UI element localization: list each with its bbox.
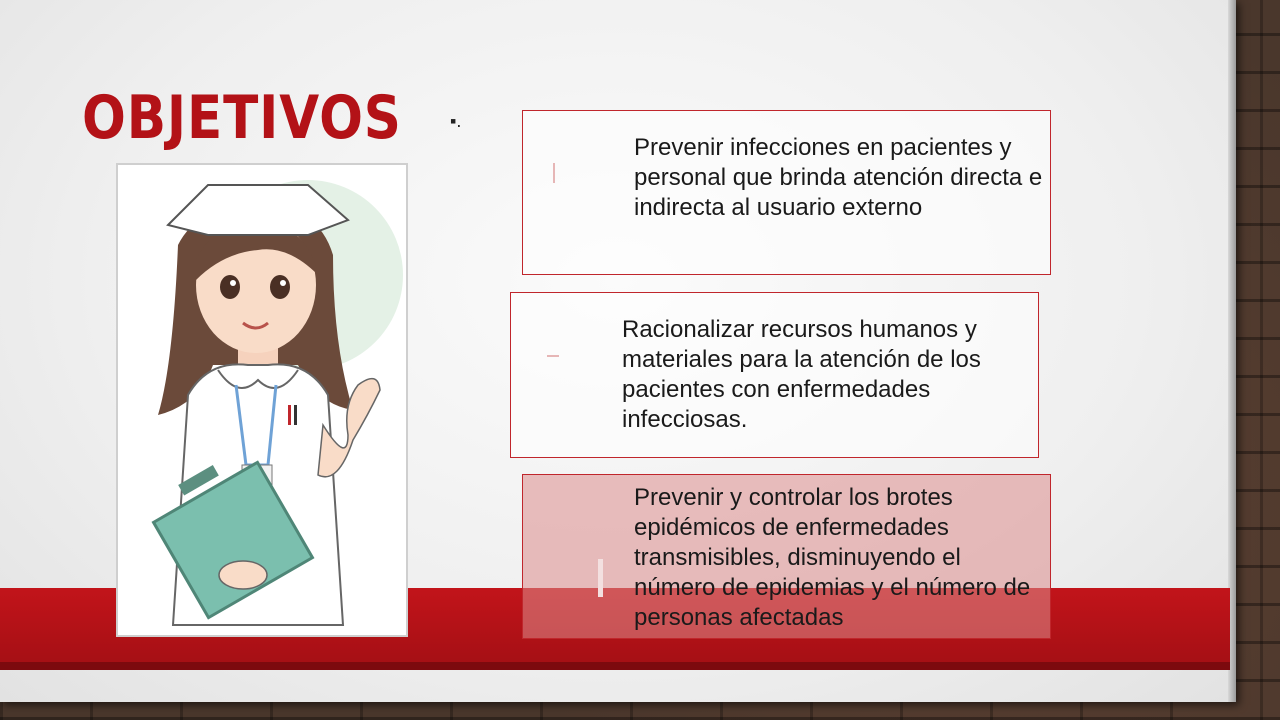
- card-2-accent-line: [547, 355, 559, 357]
- slide-title: OBJETIVOS: [82, 83, 402, 153]
- objective-card-1: [522, 110, 1051, 275]
- objective-text-2: Racionalizar recursos humanos y materiales para la atención de los pacientes con enfermedades infecciosas.: [622, 316, 981, 433]
- card-3-accent-line: [598, 559, 603, 597]
- objective-card-3: [522, 474, 1051, 639]
- nurse-icon: [118, 165, 406, 635]
- card-1-accent-line: [553, 163, 555, 183]
- bullet-marker: ▪.: [450, 111, 462, 131]
- objective-text-3: Prevenir y controlar los brotes epidémicos de enfermedades transmisibles, disminuyendo el número de epidemias y el número de personas afectadas: [634, 484, 1031, 631]
- objective-card-2: [510, 292, 1039, 458]
- nurse-illustration: [116, 163, 408, 637]
- red-band-shadow: [0, 662, 1230, 670]
- objective-text-1: Prevenir infecciones en pacientes y personal que brinda atención directa e indirecta al usuario externo: [634, 134, 1043, 221]
